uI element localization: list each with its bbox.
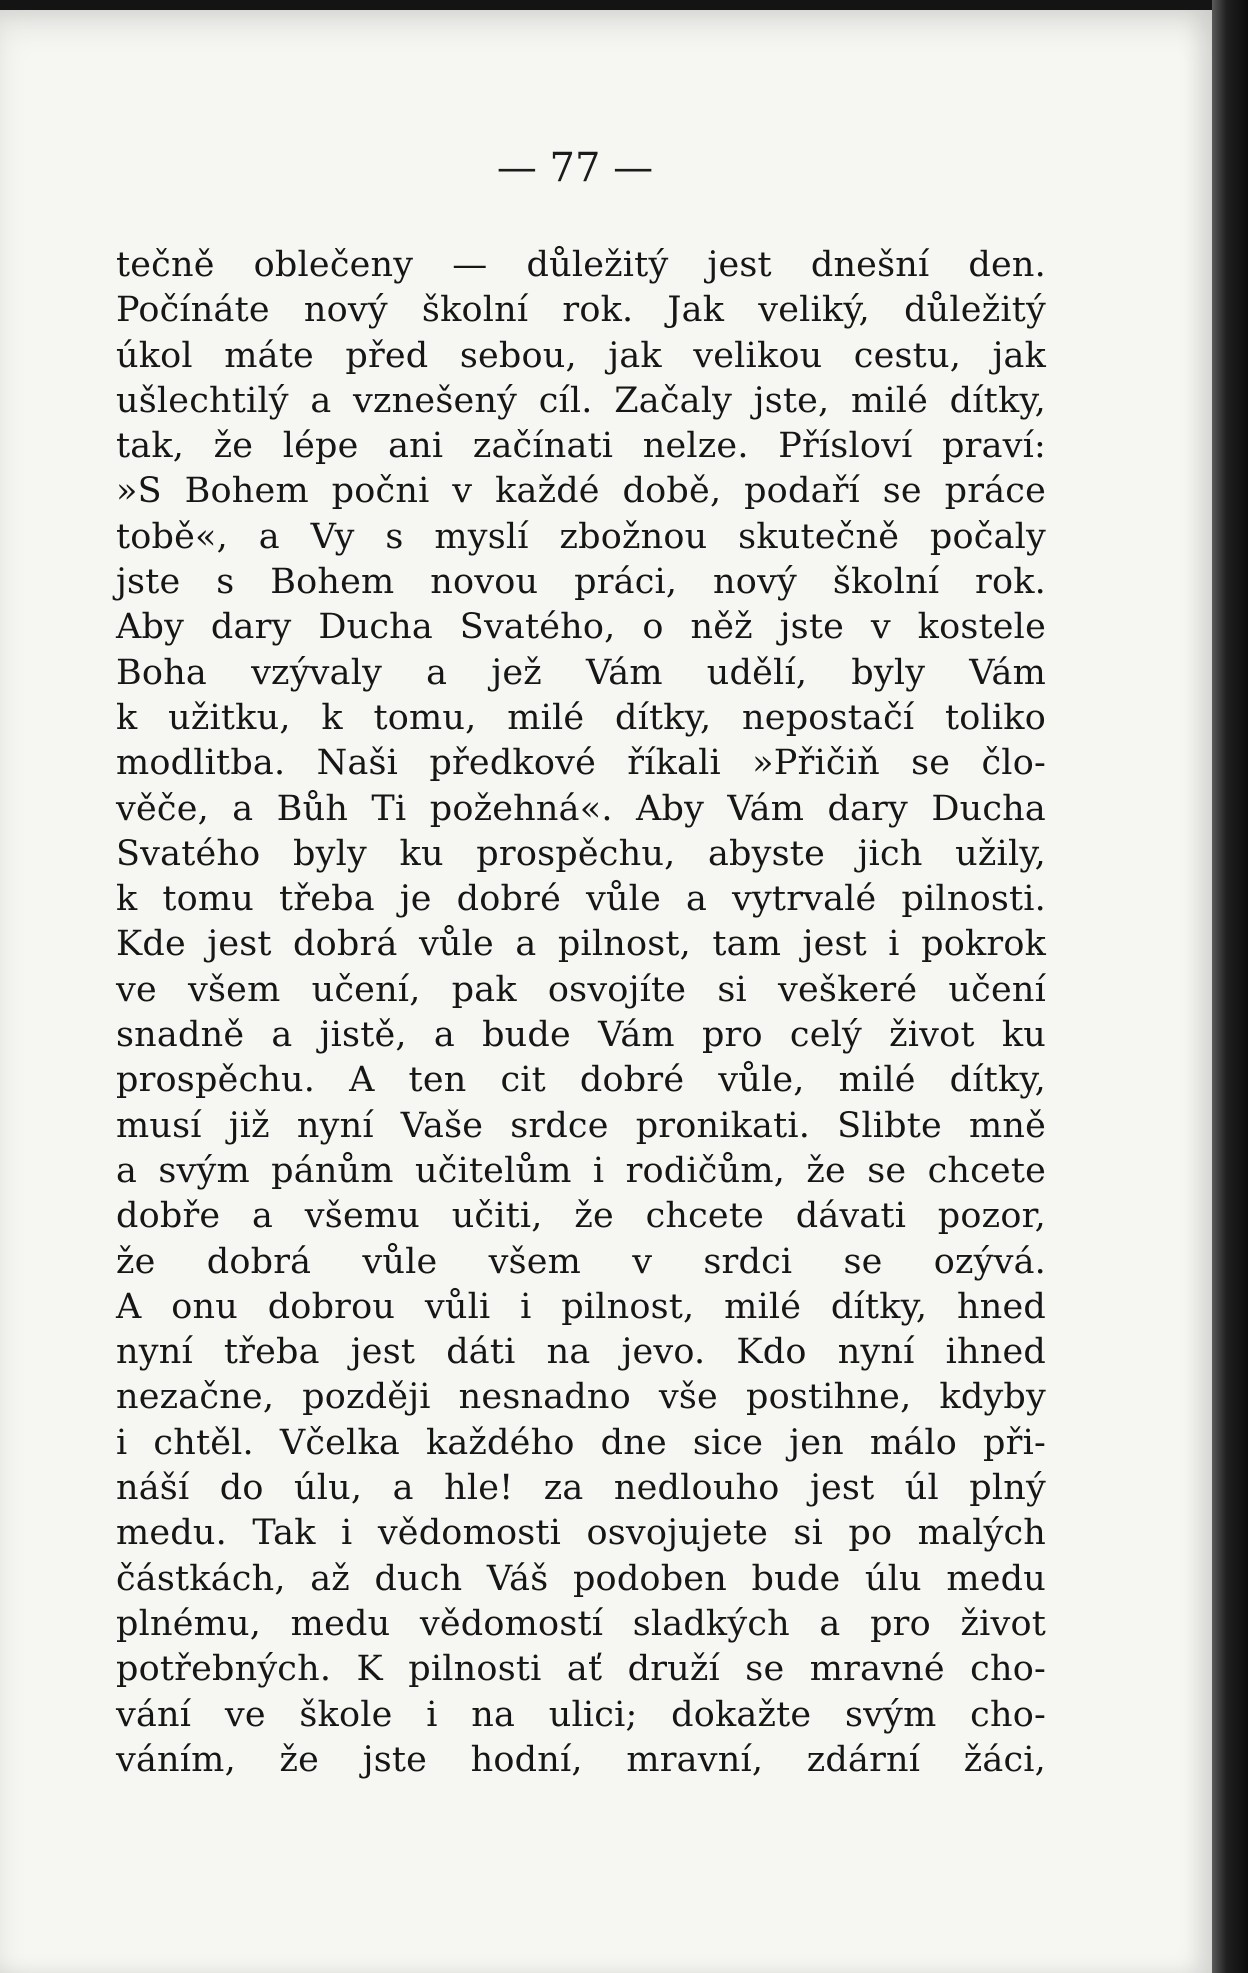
text-line: Svatého byly ku prospěchu, abyste jich užily, (116, 833, 1046, 874)
text-line: nyní třeba jest dáti na jevo. Kdo nyní ihned (116, 1332, 1046, 1373)
text-line: musí již nyní Vaše srdce pronikati. Slibte mně (116, 1105, 1046, 1146)
text-line: k tomu třeba je dobré vůle a vytrvalé pilnosti. (116, 879, 1046, 920)
body-text (116, 243, 1046, 1783)
text-line: Kde jest dobrá vůle a pilnost, tam jest i pokrok (116, 924, 1046, 965)
text-line: věče, a Bůh Ti požehná«. Aby Vám dary Ducha (116, 788, 1046, 829)
text-line: že dobrá vůle všem v srdci se ozývá. (116, 1241, 1046, 1282)
text-line: váním, že jste hodní, mravní, zdární žáci, (116, 1739, 1046, 1780)
text-line: snadně a jistě, a bude Vám pro celý život ku (116, 1015, 1046, 1056)
book-page (0, 10, 1212, 1973)
text-line: náší do úlu, a hle! za nedlouho jest úl plný (116, 1468, 1046, 1509)
text-line: tobě«, a Vy s myslí zbožnou skutečně počaly (116, 516, 1046, 557)
text-line: jste s Bohem novou práci, nový školní rok. (116, 562, 1046, 603)
text-line: tak, že lépe ani začínati nelze. Přísloví praví: (116, 426, 1046, 467)
text-line: Počínáte nový školní rok. Jak veliký, důležitý (116, 290, 1046, 331)
book-spine-shadow (1212, 0, 1248, 1973)
text-line: potřebných. K pilnosti ať druží se mravné cho- (116, 1649, 1046, 1690)
text-line: vání ve škole i na ulici; dokažte svým cho- (116, 1694, 1046, 1735)
text-line: tečně oblečeny — důležitý jest dnešní den. (116, 245, 1046, 285)
text-line: A onu dobrou vůli i pilnost, milé dítky, hned (116, 1286, 1046, 1327)
text-line: k užitku, k tomu, milé dítky, nepostačí toliko (116, 697, 1046, 738)
text-line: plnému, medu vědomostí sladkých a pro život (116, 1603, 1046, 1644)
text-line: ve všem učení, pak osvojíte si veškeré učení (116, 969, 1046, 1010)
text-line: Aby dary Ducha Svatého, o něž jste v kostele (116, 607, 1046, 648)
text-line: a svým pánům učitelům i rodičům, že se chcete (116, 1150, 1046, 1191)
text-line: medu. Tak i vědomosti osvojujete si po malých (116, 1513, 1046, 1554)
text-line: »S Bohem počni v každé době, podaří se práce (116, 471, 1046, 512)
text-line: modlitba. Naši předkové říkali »Přičiň se člo- (116, 743, 1046, 784)
page-number: — 77 — (496, 145, 654, 191)
text-line: prospěchu. A ten cit dobré vůle, milé dítky, (116, 1060, 1046, 1101)
text-line: dobře a všemu učiti, že chcete dávati pozor, (116, 1196, 1046, 1237)
text-line: nezačne, později nesnadno vše postihne, kdyby (116, 1377, 1046, 1418)
text-line: ušlechtilý a vznešený cíl. Začaly jste, milé dítky, (116, 380, 1046, 421)
text-line: i chtěl. Včelka každého dne sice jen málo při- (116, 1422, 1046, 1463)
text-line: úkol máte před sebou, jak velikou cestu, jak (116, 335, 1046, 376)
text-line: Boha vzývaly a jež Vám udělí, byly Vám (116, 652, 1046, 693)
text-line: částkách, až duch Váš podoben bude úlu medu (116, 1558, 1046, 1599)
